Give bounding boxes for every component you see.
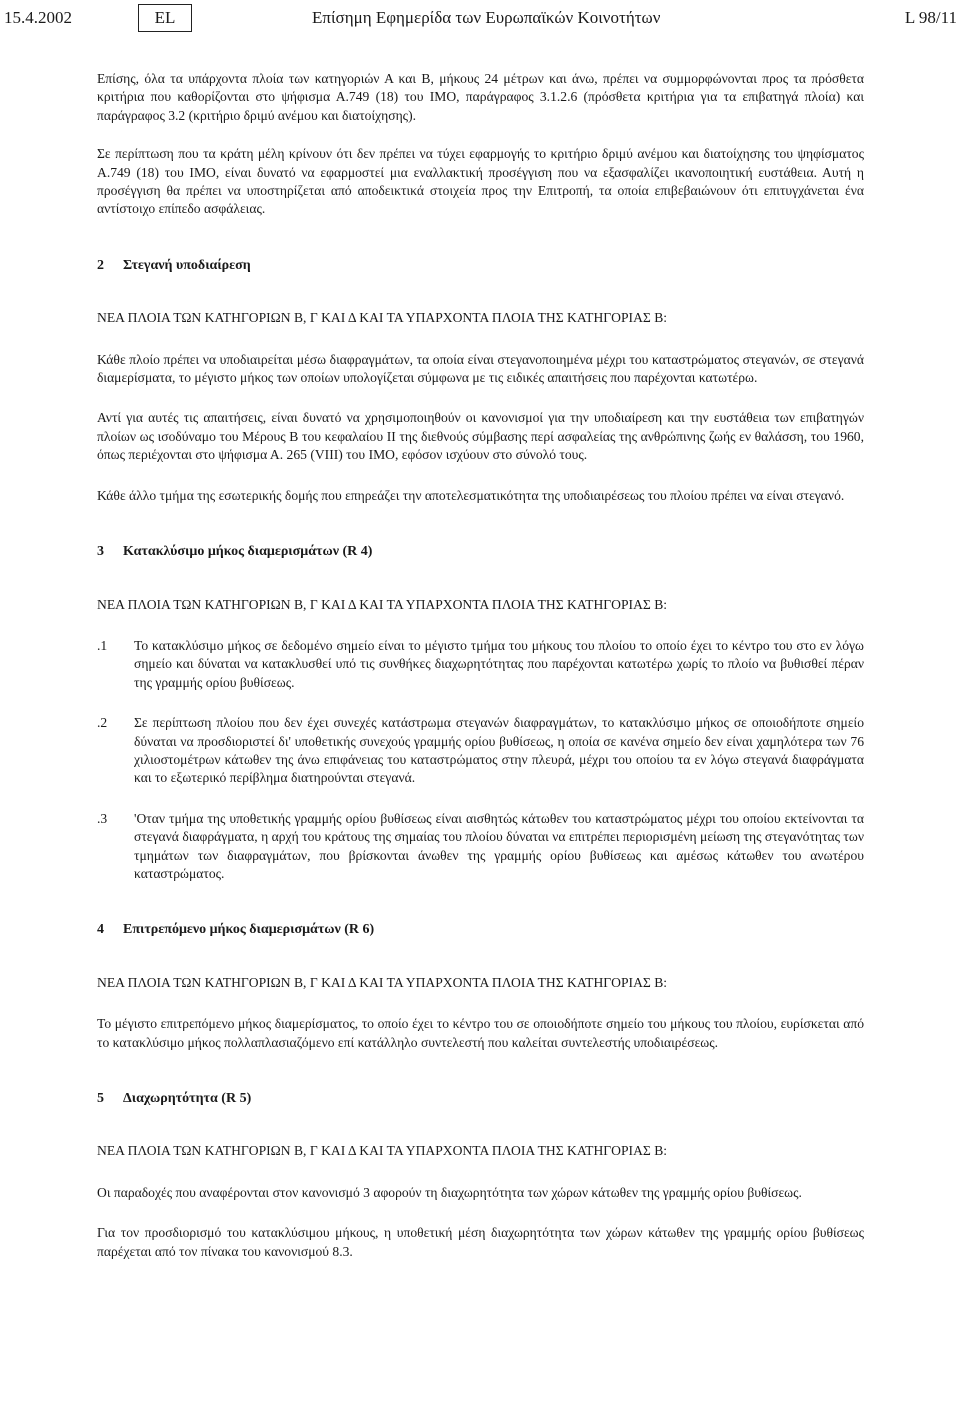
section-number: 5 xyxy=(97,1091,104,1106)
intro-paragraph-1: Επίσης, όλα τα υπάρχοντα πλοία των κατηγοριών Α και Β, μήκους 24 μέτρων και άνω, πρέπει να συμμορφώνονται προς τα πρόσθετα κριτήρια που καθορίζονται στο ψήφισμα Α.749 (18) του ΙΜΟ, παράγραφος 3.1.2.6 (πρόσθετα κριτήρια για τα επιβατηγά πλοία) και παράγραφος 3.2 (κριτήριο δριμύ ανέμου και διατοίχησης). xyxy=(97,71,864,123)
section-4-category: ΝΕΑ ΠΛΟΙΑ ΤΩΝ ΚΑΤΗΓΟΡΙΩΝ Β, Γ ΚΑΙ Δ ΚΑΙ ΤΑ ΥΠΑΡΧΟΝΤΑ ΠΛΟΙΑ ΤΗΣ ΚΑΤΗΓΟΡΙΑΣ Β: xyxy=(97,974,668,990)
section-2-paragraph-2: Αντί για αυτές τις απαιτήσεις, είναι δυνατό να χρησιμοποιηθούν οι κανονισμοί για την υποδιαίρεση και την ευστάθεια των επιβατηγών πλοίων ως ισοδύναμο του Μέρους Β του κεφαλαίου ΙΙ της διεθνούς σύμβασης περί ασφαλείας της ανθρώπινης ζωής εν θαλάσση, του 1960, όπως περιέχονται στο ψήφισμα Α. 265 (VIII) του ΙΜΟ, εφόσον ισχύουν στο σύνολό τους. xyxy=(97,410,864,463)
section-5-heading xyxy=(97,1090,864,1108)
list-item-text: 'Οταν τμήμα της υποθετικής γραμμής ορίου βυθίσεως είναι αισθητώς κάτωθεν του καταστρώματος μέχρι του οποίου εκτείνονται τα στεγανά διαφράγματα, η αρχή του κράτους της σημαίας του πλοίου δύναται να επιτρέπει περιορισμένη μείωση της στεγανότητας των τμημάτων των διαφραγμάτων, που βρίσκονται άνωθεν της γραμμής ορίου βυθίσεως και αμέσως κάτωθεν του ανωτέρου καταστρώματος. xyxy=(134,810,864,881)
list-item-text: Σε περίπτωση πλοίου που δεν έχει συνεχές κατάστρωμα στεγανών διαφραγμάτων, το κατακλύσιμο μήκος σε οποιοδήποτε σημείο δύναται να προσδιοριστεί δι' υποθετικής συνεχούς γραμμής ορίου βυθίσεως, η οποία σε κανένα σημείο δεν είναι χαμηλότερα των 76 χιλιοστομέτρων κάτωθεν της άνω επιφάνειας του καταστρώματος στην πλευρά, μέχρι του οποίου τα εν λόγω στεγανά διαφράγματα και το εξωτερικό περίβλημα διατηρούνται στεγανά. xyxy=(134,715,864,786)
list-item xyxy=(97,714,864,788)
list-item-text: Το κατακλύσιμο μήκος σε δεδομένο σημείο είναι το μέγιστο τμήμα του μήκους του πλοίου το οποίο έχει το κέντρο του στο εν λόγω σημείο και δύναται να κατακλυσθεί υπό τις συνθήκες διαχωρητότητας που παρέχονται κατωτέρω χωρίς το πλοίο να βυθισθεί πέραν της γραμμής ορίου βυθίσεως. xyxy=(134,637,864,690)
list-item-number: .2 xyxy=(97,715,108,731)
section-2-category: ΝΕΑ ΠΛΟΙΑ ΤΩΝ ΚΑΤΗΓΟΡΙΩΝ Β, Γ ΚΑΙ Δ ΚΑΙ ΤΑ ΥΠΑΡΧΟΝΤΑ ΠΛΟΙΑ ΤΗΣ ΚΑΤΗΓΟΡΙΑΣ Β: xyxy=(97,310,668,326)
section-5-paragraph-2: Για τον προσδιορισμό του κατακλύσιμου μήκους, η υποθετική μέση διαχωρητότητα των χώρων κάτωθεν της γραμμής ορίου βυθίσεως παρέχεται από τον πίνακα του κανονισμού 8.3. xyxy=(97,1225,864,1259)
document-body xyxy=(97,70,864,1261)
publication-date: 15.4.2002 xyxy=(4,8,72,27)
list-item xyxy=(97,637,864,692)
section-4-paragraph-1: Το μέγιστο επιτρεπόμενο μήκος διαμερίσματος, το οποίο έχει το κέντρο του σε οποιοδήποτε σημείο του μήκους του πλοίου, ευρίσκεται από το κατακλύσιμο μήκος πολλαπλασιαζόμενο επί κατάλληλο συντελεστή που καλείται συντελεστής υποδιαιρέσεως. xyxy=(97,1016,864,1050)
section-number: 3 xyxy=(97,544,104,560)
section-3-heading xyxy=(97,543,864,561)
section-4-heading xyxy=(97,921,864,939)
section-number: 4 xyxy=(97,922,104,938)
journal-title: Επίσημη Εφημερίδα των Ευρωπαϊκών Κοινοτήτων xyxy=(312,8,661,27)
section-3-category: ΝΕΑ ΠΛΟΙΑ ΤΩΝ ΚΑΤΗΓΟΡΙΩΝ Β, Γ ΚΑΙ Δ ΚΑΙ ΤΑ ΥΠΑΡΧΟΝΤΑ ΠΛΟΙΑ ΤΗΣ ΚΑΤΗΓΟΡΙΑΣ Β: xyxy=(97,596,668,612)
list-item-number: .3 xyxy=(97,810,108,826)
section-number: 2 xyxy=(97,257,104,273)
section-5-category: ΝΕΑ ΠΛΟΙΑ ΤΩΝ ΚΑΤΗΓΟΡΙΩΝ Β, Γ ΚΑΙ Δ ΚΑΙ ΤΑ ΥΠΑΡΧΟΝΤΑ ΠΛΟΙΑ ΤΗΣ ΚΑΤΗΓΟΡΙΑΣ Β: xyxy=(97,1143,668,1159)
intro-paragraph-2: Σε περίπτωση που τα κράτη μέλη κρίνουν ότι δεν πρέπει να τύχει εφαρμογής το κριτήριο δριμύ ανέμου και διατοίχησης του ψηφίσματος Α.749 (18) του ΙΜΟ, είναι δυνατό να εφαρμοστεί μια εναλλακτική προσέγγιση που να εξασφαλίζει ικανοποιητική ευστάθεια. Αυτή η προσέγγιση θα πρέπει να υποστηρίζεται από αποδεικτικά στοιχεία προς την Επιτροπή, τα οποία επιβεβαιώνουν ότι επιτυγχάνεται ένα αντίστοιχο επίπεδο ασφάλειας. xyxy=(97,146,864,217)
section-5-paragraph-1: Οι παραδοχές που αναφέρονται στον κανονισμό 3 αφορούν τη διαχωρητότητα των χώρων κάτωθεν της γραμμής ορίου βυθίσεως. xyxy=(97,1184,802,1200)
list-item-number: .1 xyxy=(97,637,108,653)
section-title: Διαχωρητότητα (R 5) xyxy=(123,1091,252,1106)
section-title: Στεγανή υποδιαίρεση xyxy=(123,257,251,273)
page-header xyxy=(0,0,960,36)
section-2-paragraph-3: Κάθε άλλο τμήμα της εσωτερικής δομής που επηρεάζει την αποτελεσματικότητα της υποδιαιρέσεως του πλοίου πρέπει να είναι στεγανό. xyxy=(97,487,845,503)
section-title: Κατακλύσιμο μήκος διαμερισμάτων (R 4) xyxy=(123,544,373,560)
section-2-heading xyxy=(97,257,864,275)
section-title: Επιτρεπόμενο μήκος διαμερισμάτων (R 6) xyxy=(123,922,375,938)
section-2-paragraph-1: Κάθε πλοίο πρέπει να υποδιαιρείται μέσω διαφραγμάτων, τα οποία είναι στεγανοποιημένα μέχρι του καταστρώματος στεγανών, σε στεγανά διαμερίσματα, το μέγιστο μήκος των οποίων υπολογίζεται σύμφωνα με τις ειδικές απαιτήσεις που παρέχονται κατωτέρω. xyxy=(97,351,864,386)
list-item xyxy=(97,810,864,884)
page-reference: L 98/11 xyxy=(904,8,957,27)
language-badge: EL xyxy=(138,4,192,32)
